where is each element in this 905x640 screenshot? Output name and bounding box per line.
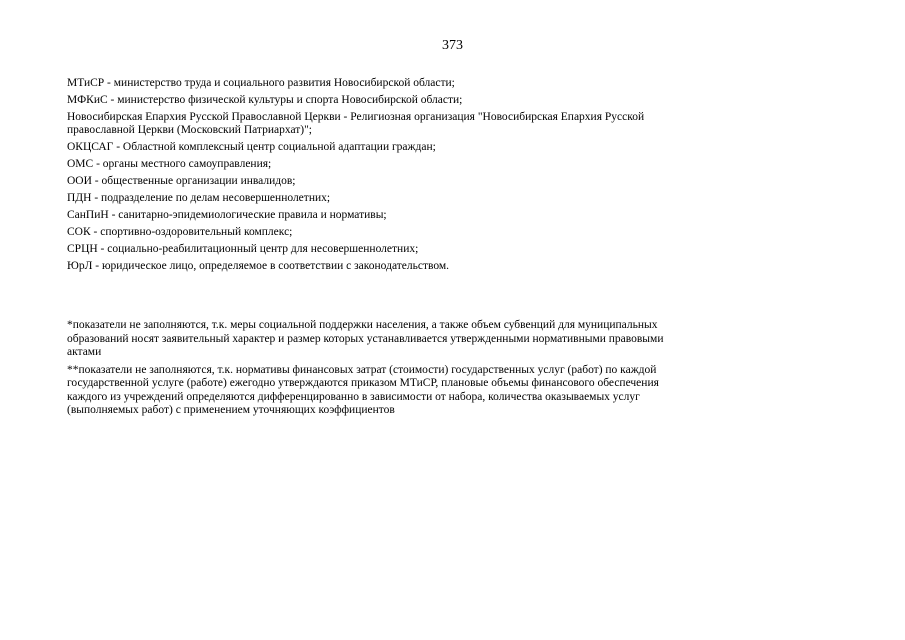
page-number: 373 bbox=[442, 38, 463, 53]
abbreviation-item: ЮрЛ - юридическое лицо, определяемое в соответствии с законодательством. bbox=[67, 260, 450, 272]
abbreviation-item: МФКиС - министерство физической культуры и спорта Новосибирской области; bbox=[67, 94, 463, 106]
abbreviation-item: ПДН - подразделение по делам несовершеннолетних; bbox=[67, 192, 331, 204]
footnotes bbox=[67, 319, 697, 422]
abbreviation-item: СОК - спортивно-оздоровительный комплекс; bbox=[67, 226, 293, 238]
abbreviation-item: СРЦН - социально-реабилитационный центр для несовершеннолетних; bbox=[67, 243, 419, 255]
abbreviation-list bbox=[67, 77, 857, 277]
abbreviation-item: ООИ - общественные организации инвалидов; bbox=[67, 175, 296, 187]
abbreviation-item: ОМС - органы местного самоуправления; bbox=[67, 158, 272, 170]
footnote-single-asterisk: *показатели не заполняются, т.к. меры социальной поддержки населения, а также объем субвенций для муниципальных образований носят заявительный характер и размер которых устанавливается утвержденными нормативными правовыми актами bbox=[67, 319, 664, 358]
abbreviation-item: СанПиН - санитарно-эпидемиологические правила и нормативы; bbox=[67, 209, 387, 221]
abbreviation-item: Новосибирская Епархия Русской Православной Церкви - Религиозная организация "Новосибирская Епархия Русской православной Церкви (Московский Патриархат)"; bbox=[67, 111, 645, 136]
abbreviation-item: ОКЦСАГ - Областной комплексный центр социальной адаптации граждан; bbox=[67, 141, 436, 153]
footnote-double-asterisk: **показатели не заполняются, т.к. нормативы финансовых затрат (стоимости) государственных услуг (работ) по каждой государственной услуге (работе) ежегодно утверждаются приказом МТиСР, плановые объемы финансового обеспечения каждого из учреждений определяются дифференцированно в зависимости от набора, количества оказываемых услуг (выполняемых работ) с применением уточняющих коэффициентов bbox=[67, 363, 659, 416]
abbreviation-item: МТиСР - министерство труда и социального развития Новосибирской области; bbox=[67, 77, 455, 89]
